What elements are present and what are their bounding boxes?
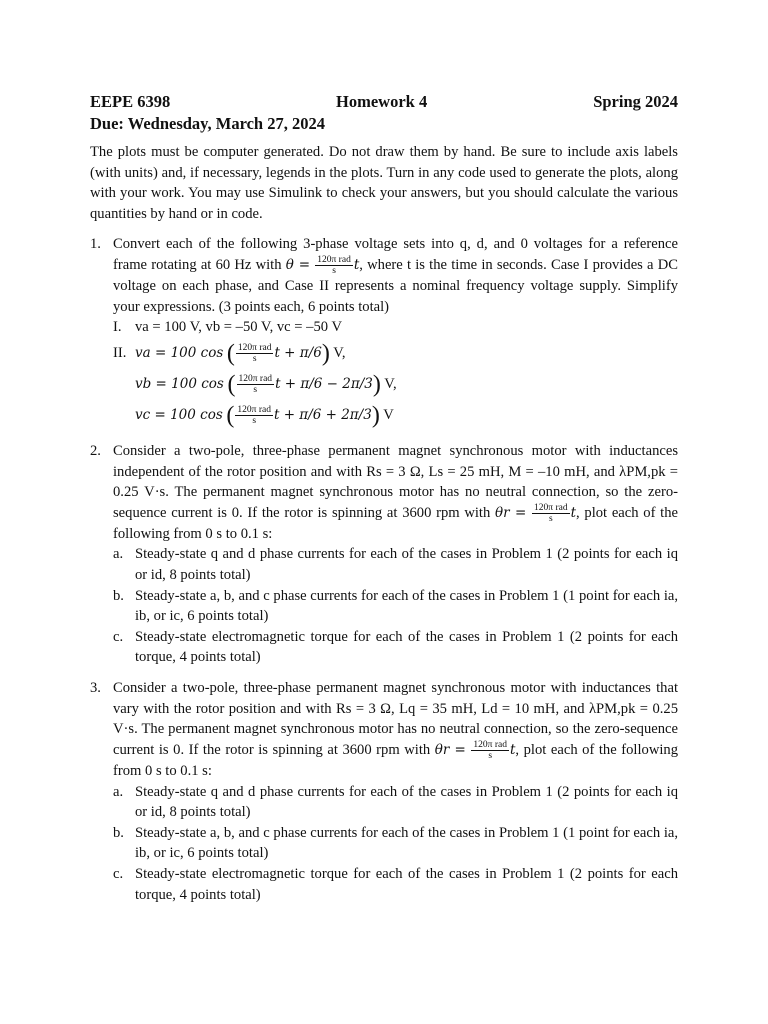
- problem-number: 2.: [90, 442, 101, 459]
- problem-number: 3.: [90, 680, 101, 696]
- problem-2: [90, 441, 678, 668]
- due-date: Due: Wednesday, March 27, 2024: [90, 114, 325, 133]
- case-1: I. va = 100 V, vb = –50 V, vc = –50 V: [113, 319, 342, 336]
- assignment-title: Homework 4: [336, 92, 428, 111]
- case-2-vb: vb = 100 cos ( $\frac{\text{120π rad}}{s}$ t + π/6 − 2π/3) V,: [135, 371, 397, 398]
- problem-3-text: Consider a two-pole, three-phase permanent magnet synchronous motor with inductances that vary with the rotor position and with Rs = 3 Ω, Lq = 35 mH, Ld = 10 mH, and λPM,pk = 0.25 V·s. The permanent magnet synchronous motor has no neutral connection, so the zero-sequence current is 0. If the rotor is spinning at 3600 rpm with θr = $\frac{\text{120π rad}}{s}$ t, plot each of the following from 0 s to 0.1 s:: [113, 680, 679, 779]
- case-2-va: II. va = 100 cos ( $\frac{\text{120π rad}}{s}$ t + π/6) V,: [113, 340, 346, 367]
- problem-3-item-b: b. Steady-state a, b, and c phase currents for each of the cases in Problem 1 (1 point for each ia, ib, or ic, 6 points total): [113, 824, 678, 862]
- fraction: $\frac{\text{120π rad}}{s}$: [317, 255, 351, 277]
- problem-1-text: Convert each of the following 3-phase voltage sets into q, d, and 0 voltages for a reference frame rotating at 60 Hz with θ = $\frac{\text{120π rad}}{s}$ t, where t is the time in seconds. Case I provides a DC voltage on each phase, and Case II represents a nominal frequency voltage supply. Simplify your expressions. (3 points each, 6 points total): [113, 236, 679, 315]
- problem-3-item-a: a. Steady-state q and d phase currents for each of the cases in Problem 1 (2 points for each iq or id, 8 points total): [113, 783, 678, 821]
- problem-3-item-c: c. Steady-state electromagnetic torque for each of the cases in Problem 1 (2 points for each torque, 4 points total): [113, 865, 678, 903]
- problem-2-item-c: c. Steady-state electromagnetic torque for each of the cases in Problem 1 (2 points for each torque, 4 points total): [113, 628, 678, 666]
- course-code: EEPE 6398: [90, 92, 171, 111]
- problem-2-item-b: b. Steady-state a, b, and c phase currents for each of the cases in Problem 1 (1 point for each ia, ib, or ic, 6 points total): [113, 587, 678, 625]
- problem-3: [90, 678, 678, 905]
- homework-page: [90, 92, 678, 915]
- document-header: [90, 92, 678, 113]
- instructions-paragraph: The plots must be computer generated. Do not draw them by hand. Be sure to include axis labels (with units) and, if necessary, legends in the plots. Turn in any code used to generate the plots, along with your work. You may use Simulink to check your answers, but you should calculate the various quantities by hand or in code.: [90, 144, 678, 222]
- problem-2-item-a: a. Steady-state q and d phase currents for each of the cases in Problem 1 (2 points for each iq or id, 8 points total): [113, 546, 678, 584]
- problem-number: 1.: [90, 236, 101, 253]
- term: Spring 2024: [593, 92, 678, 111]
- problem-2-text: Consider a two-pole, three-phase permanent magnet synchronous motor with inductances independent of the rotor position and with Rs = 3 Ω, Ls = 25 mH, M = –10 mH, and λPM,pk = 0.25 V·s. The permanent magnet synchronous motor has no neutral connection, so the zero-sequence current is 0. If the rotor is spinning at 3600 rpm with θr = $\frac{\text{120π rad}}{s}$ t, plot each of the following from 0 s to 0.1 s:: [113, 442, 679, 542]
- problem-1: [90, 234, 678, 431]
- case-2-vc: vc = 100 cos ( $\frac{\text{120π rad}}{s}$ t + π/6 + 2π/3) V: [135, 402, 394, 429]
